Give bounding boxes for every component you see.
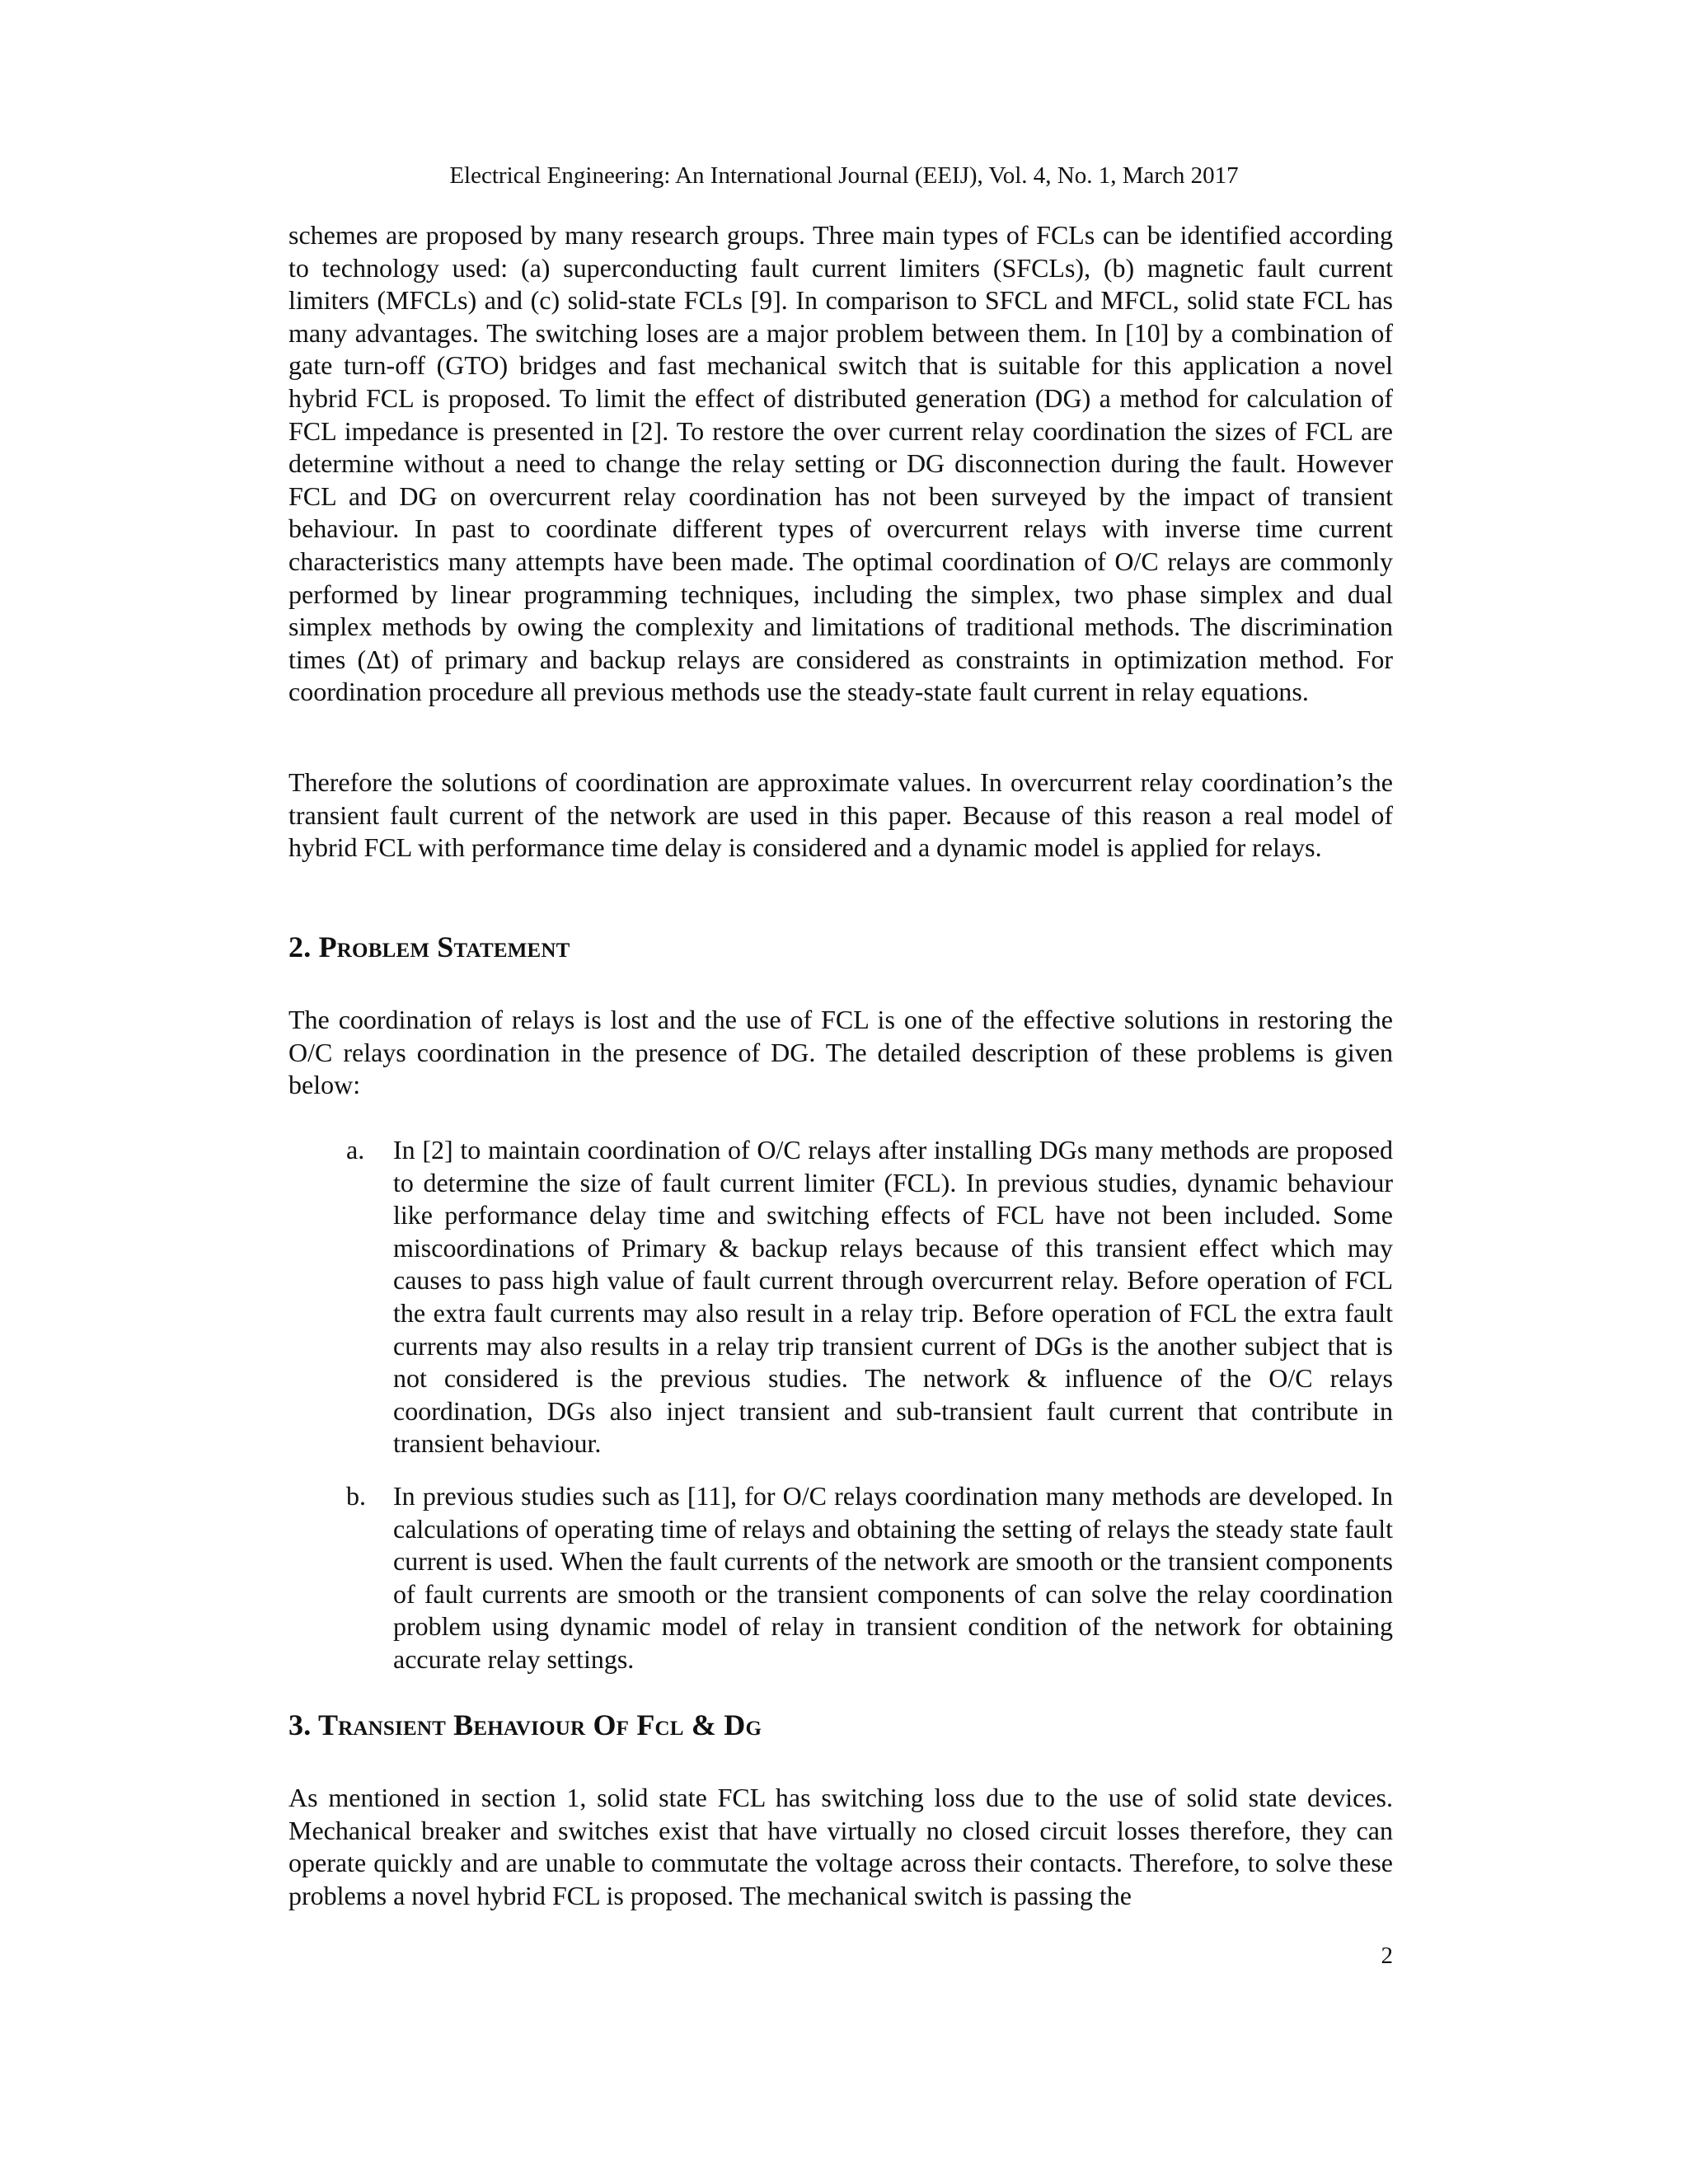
list-marker-b: b. xyxy=(346,1481,366,1511)
page-number: 2 xyxy=(1381,1943,1393,1969)
section-heading-problem-statement: 2. Problem Statement xyxy=(288,930,570,963)
list-text-b: In previous studies such as [11], for O/C relays coordination many methods are developed. In calculations of operating time of relays and obtaining the setting of relays the steady state fault current is used. When the fault currents of the network are smooth or the transient components of fault currents are smooth or the transient components of can solve the relay coordination problem using dynamic model of relay in transient condition of the network for obtaining accurate relay settings. xyxy=(393,1481,1393,1674)
paragraph-intro-1: schemes are proposed by many research groups. Three main types of FCLs can be identified according to technology used: (a) superconducting fault current limiters (SFCLs), (b) magnetic fault current limiters (MFCLs) and (c) solid-state FCLs [9]. In comparison to SFCL and MFCL, solid state FCL has many advantages. The switching loses are a major problem between them. In [10] by a combination of gate turn-off (GTO) bridges and fast mechanical switch that is suitable for this application a novel hybrid FCL is proposed. To limit the effect of distributed generation (DG) a method for calculation of FCL impedance is presented in [2]. To restore the over current relay coordination the sizes of FCL are determine without a need to change the relay setting or DG disconnection during the fault. However FCL and DG on overcurrent relay coordination has not been surveyed by the impact of transient behaviour. In past to coordinate different types of overcurrent relays with inverse time current characteristics many attempts have been made. The optimal coordination of O/C relays are commonly performed by linear programming techniques, including the simplex, two phase simplex and dual simplex methods by owing the complexity and limitations of traditional methods. The discrimination times (Δt) of primary and backup relays are considered as constraints in optimization method. For coordination procedure all previous methods use the steady-state fault current in relay equations. xyxy=(288,220,1393,707)
running-header: Electrical Engineering: An International Journal (EEIJ), Vol. 4, No. 1, March 2017 xyxy=(449,162,1239,189)
list-marker-a: a. xyxy=(346,1135,365,1165)
section-heading-transient-behaviour: 3. Transient Behaviour Of Fcl & Dg xyxy=(288,1708,762,1741)
list-text-a: In [2] to maintain coordination of O/C relays after installing DGs many methods are proposed to determine the size of fault current limiter (FCL). In previous studies, dynamic behaviour like performance delay time and switching effects of FCL have not been included. Some miscoordinations of Primary & backup relays because of this transient effect which may causes to pass high value of fault current through overcurrent relay. Before operation of FCL the extra fault currents may also result in a relay trip. Before operation of FCL the extra fault currents may also results in a relay trip transient current of DGs is the another subject that is not considered is the previous studies. The network & influence of the O/C relays coordination, DGs also inject transient and sub-transient fault current that contribute in transient behaviour. xyxy=(393,1135,1393,1459)
paragraph-transient-1: As mentioned in section 1, solid state FCL has switching loss due to the use of solid state devices. Mechanical breaker and switches exist that have virtually no closed circuit losses therefore, they can operate quickly and are unable to commutate the voltage across their contacts. Therefore, to solve these problems a novel hybrid FCL is proposed. The mechanical switch is passing the xyxy=(288,1783,1393,1910)
paragraph-problem-intro: The coordination of relays is lost and the use of FCL is one of the effective solutions in restoring the O/C relays coordination in the presence of DG. The detailed description of these problems is given below: xyxy=(288,1005,1393,1100)
paragraph-intro-2: Therefore the solutions of coordination are approximate values. In overcurrent relay coordination’s the transient fault current of the network are used in this paper. Because of this reason a real model of hybrid FCL with performance time delay is considered and a dynamic model is applied for relays. xyxy=(288,767,1393,863)
